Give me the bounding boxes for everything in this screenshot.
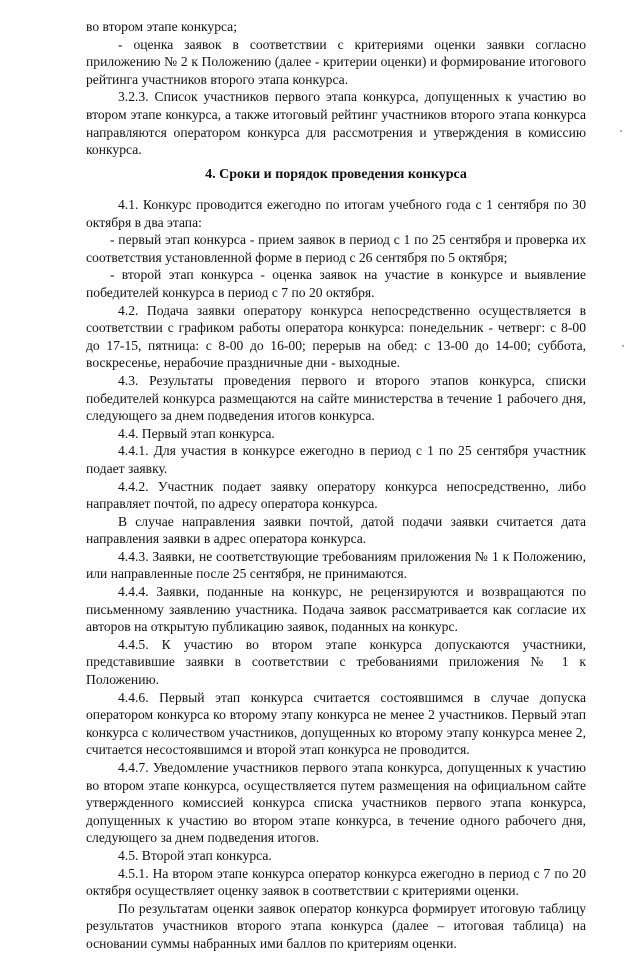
paragraph-4-4-7: 4.4.7. Уведомление участников первого этапа конкурса, допущенных к участию во втором этапе конкурса, осуществляется путем размещения на официальном сайте утвержденного комиссией конкурса списка участников первого этапа конкурса, допущенных к участию во втором этапе конкурса, в течение одного рабочего дня, следующего за днем подведения итогов.: [86, 760, 586, 846]
bullet-stage-1: - первый этап конкурса - прием заявок в период с 1 по 25 сентября и проверка их соответствия установленной форме в период с 26 сентября по 5 октября;: [86, 232, 586, 265]
paragraph-4-4-3: 4.4.3. Заявки, не соответствующие требованиям приложения № 1 к Положению, или направленные после 25 сентября, не принимаются.: [86, 548, 586, 582]
scan-speck: [622, 345, 624, 347]
paragraph-continuation: во втором этапе конкурса;: [86, 19, 237, 34]
paragraph-4-4-1: 4.4.1. Для участия в конкурсе ежегодно в период с 1 по 25 сентября участник подает заявку.: [86, 443, 586, 476]
paragraph-4-4-2-postal: В случае направления заявки почтой, датой подачи заявки считается дата направления заявки в адрес оператора конкурса.: [86, 513, 586, 547]
bullet-evaluation: - оценка заявок в соответствии с критериями оценки заявки согласно приложению № 2 к Положению (далее - критерии оценки) и формирование итогового рейтинга участников второго этапа конкурса.: [86, 36, 586, 87]
section-3-tail: [86, 18, 586, 159]
paragraph-4-5-1: 4.5.1. На втором этапе конкурса оператор конкурса ежегодно в период с 7 по 20 октября осуществляет оценку заявок в соответствии с критериями оценки.: [86, 865, 586, 899]
scan-speck: [620, 130, 622, 132]
section-4-body: [86, 196, 586, 953]
paragraph-4-3: 4.3. Результаты проведения первого и второго этапов конкурса, списки победителей конкурса размещаются на сайте министерства в течение 1 рабочего дня, следующего за днем подведения итогов конкурса.: [86, 372, 586, 424]
paragraph-4-4-4: 4.4.4. Заявки, поданные на конкурс, не рецензируются и возвращаются по письменному заявлению участника. Подача заявок рассматривается как согласие их авторов на открытую публикацию заявок, поданных на конкурс.: [86, 584, 586, 635]
paragraph-4-4: 4.4. Первый этап конкурса.: [118, 425, 275, 441]
paragraph-4-2: 4.2. Подача заявки оператору конкурса непосредственно осуществляется в соответствии с графиком работы оператора конкурса: понедельник - четверг: с 8-00 до 17-15, пятница: с 8-00 до 16-00; перерыв на обед: с 13-00 до 14-00; суббота, воскресенье, нерабочие праздничные дни - выходные.: [86, 302, 586, 371]
paragraph-4-4-2: 4.4.2. Участник подает заявку оператору конкурса непосредственно, либо направляет почтой, по адресу оператора конкурса.: [86, 478, 586, 512]
paragraph-4-5: 4.5. Второй этап конкурса.: [118, 847, 272, 863]
paragraph-3-2-3: 3.2.3. Список участников первого этапа конкурса, допущенных к участию во втором этапе конкурса, а также итоговый рейтинг участников второго этапа конкурса направляются оператором конкурса для рассмотрения и утверждения в комиссию конкурса.: [86, 89, 586, 158]
paragraph-4-4-5: 4.4.5. К участию во втором этапе конкурса допускаются участники, представившие заявки в соответствии с требованиями приложения № 1 к Положению.: [86, 636, 586, 688]
paragraph-4-4-6: 4.4.6. Первый этап конкурса считается состоявшимся в случае допуска оператором конкурса ко второму этапу конкурса не менее 2 участников. Первый этап конкурса с количеством участников, допущенных ко второму этапу конкурса менее 2, считается несостоявшимся и второй этап конкурса не проводится.: [86, 689, 586, 758]
paragraph-4-5-1-results: По результатам оценки заявок оператор конкурса формирует итоговую таблицу результатов участников второго этапа конкурса (далее – итоговая таблица) на основании суммы набранных ими баллов по критериям оценки.: [86, 900, 586, 951]
bullet-stage-2: - второй этап конкурса - оценка заявок на участие в конкурсе и выявление победителей конкурса в период с 7 по 20 октября.: [86, 267, 586, 300]
paragraph-4-1: 4.1. Конкурс проводится ежегодно по итогам учебного года с 1 сентября по 30 октября в два этапа:: [86, 197, 586, 230]
section-4-title: 4. Сроки и порядок проведения конкурса: [205, 167, 467, 182]
